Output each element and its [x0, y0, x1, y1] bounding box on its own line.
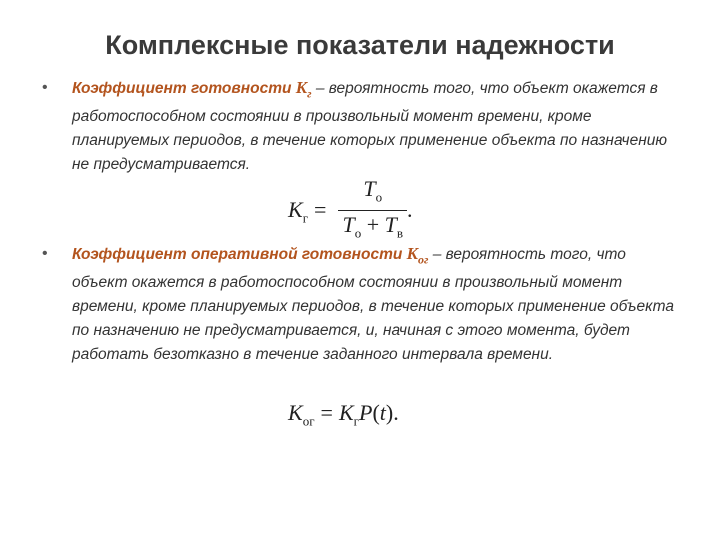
bullet-marker: • [42, 245, 48, 262]
term-operational-availability: Коэффициент оперативной готовности [72, 246, 403, 263]
bullet-operational-availability [42, 242, 682, 367]
term-availability: Коэффициент готовности [72, 80, 292, 97]
fraction: $\frac{T_о}{T_о + T_в}$ [338, 176, 407, 248]
definition-text: – вероятность того, что объект окажется в работоспособном состоянии в произвольный момент времени, кроме планируемых периодов, в течение которых применение объекта по назначению не предусматривается. [72, 80, 667, 174]
definition-text: – вероятность того, что объект окажется в работоспособном состоянии в произвольный момент времени, кроме планируемых периодов, в течение которых применение объекта по назначению не предусматривается, и, начиная с этого момента, будет работать безотказно в течение заданного интервала времени. [72, 246, 674, 364]
formula-operational-availability: $K_{ог} = K_гP(t)$. [288, 400, 399, 429]
symbol-kg: $K_г$ [295, 78, 312, 101]
bullet-text [72, 242, 682, 367]
formula-availability: $K_г$ = $\frac{T_о}{T_о + T_в}$ . [288, 176, 413, 248]
bullet-text [72, 76, 682, 177]
bullet-availability [42, 76, 682, 177]
bullet-marker: • [42, 79, 48, 96]
symbol-kog: $K_{ог}$ [406, 244, 429, 267]
slide-title: Комплексные показатели надежности [105, 30, 615, 60]
